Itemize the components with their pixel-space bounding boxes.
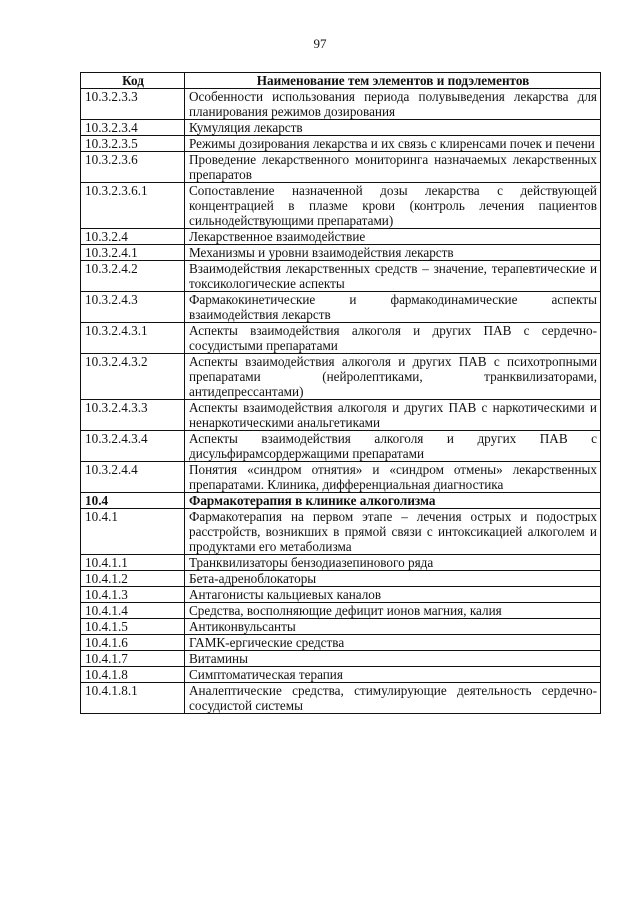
row-code: 10.3.2.4.3 [81,292,185,323]
table-row [81,292,601,323]
row-name: Антиконвульсанты [185,619,601,635]
table-row [81,245,601,261]
table-row [81,431,601,462]
row-code: 10.4.1.8.1 [81,683,185,714]
row-code: 10.3.2.4 [81,229,185,245]
table-row [81,493,601,509]
table-row [81,152,601,183]
row-code: 10.4.1.5 [81,619,185,635]
table-row [81,619,601,635]
row-code: 10.3.2.4.3.3 [81,400,185,431]
row-code: 10.3.2.4.4 [81,462,185,493]
table-body [81,89,601,714]
table-row [81,136,601,152]
row-code: 10.4.1.2 [81,571,185,587]
page-number: 97 [313,36,327,51]
row-code: 10.4.1.6 [81,635,185,651]
row-name: Симптоматическая терапия [185,667,601,683]
table-row [81,229,601,245]
row-name: Аспекты взаимодействия алкоголя и других ПАВ с дисульфирамсордержащими препаратами [185,431,601,462]
table-row [81,354,601,400]
row-code: 10.3.2.4.2 [81,261,185,292]
table-row [81,571,601,587]
row-code: 10.4.1.1 [81,555,185,571]
row-name: Аналептические средства, стимулирующие деятельность сердечно-сосудистой системы [185,683,601,714]
table-row [81,555,601,571]
row-name: ГАМК-ергические средства [185,635,601,651]
row-name: Взаимодействия лекарственных средств – значение, терапевтические и токсикологические аспекты [185,261,601,292]
row-code: 10.3.2.3.4 [81,120,185,136]
row-name: Средства, восполняющие дефицит ионов магния, калия [185,603,601,619]
row-name: Проведение лекарственного мониторинга назначаемых лекарственных препаратов [185,152,601,183]
row-code: 10.4.1.7 [81,651,185,667]
row-code: 10.4 [81,493,185,509]
table-row [81,683,601,714]
table-row [81,603,601,619]
row-code: 10.3.2.3.6.1 [81,183,185,229]
curriculum-table [80,72,601,714]
row-code: 10.3.2.3.6 [81,152,185,183]
row-name: Особенности использования периода полувыведения лекарства для планирования режимов дозирования [185,89,601,120]
row-name: Аспекты взаимодействия алкоголя и других ПАВ с наркотическими и ненаркотическими анальгетиками [185,400,601,431]
column-header-code: Код [81,73,185,89]
row-code: 10.4.1 [81,509,185,555]
row-name: Аспекты взаимодействия алкоголя и других ПАВ с сердечно-сосудистыми препаратами [185,323,601,354]
table-row [81,400,601,431]
table-row [81,651,601,667]
table-row [81,323,601,354]
row-name: Кумуляция лекарств [185,120,601,136]
row-name: Лекарственное взаимодействие [185,229,601,245]
row-code: 10.3.2.4.3.2 [81,354,185,400]
row-name: Сопоставление назначенной дозы лекарства с действующей концентрацией в плазме крови (контроль лечения пациентов сильнодействующими препаратами) [185,183,601,229]
row-name: Режимы дозирования лекарства и их связь с клиренсами почек и печени [185,136,601,152]
row-code: 10.4.1.8 [81,667,185,683]
row-name: Бета-адреноблокаторы [185,571,601,587]
table-row [81,261,601,292]
table-row [81,462,601,493]
table-row [81,183,601,229]
table-row [81,120,601,136]
row-code: 10.4.1.4 [81,603,185,619]
row-code: 10.3.2.4.1 [81,245,185,261]
row-code: 10.3.2.4.3.1 [81,323,185,354]
row-code: 10.4.1.3 [81,587,185,603]
row-code: 10.3.2.4.3.4 [81,431,185,462]
column-header-name: Наименование тем элементов и подэлементов [185,73,601,89]
table-row [81,509,601,555]
row-name: Понятия «синдром отнятия» и «синдром отмены» лекарственных препаратами. Клиника, дифференциальная диагностика [185,462,601,493]
row-name: Фармакокинетические и фармакодинамические аспекты взаимодействия лекарств [185,292,601,323]
row-name: Витамины [185,651,601,667]
row-name: Фармакотерапия в клинике алкоголизма [185,493,601,509]
table-row [81,635,601,651]
row-name: Антагонисты кальциевых каналов [185,587,601,603]
row-name: Фармакотерапия на первом этапе – лечения острых и подострых расстройств, возникших в прямой связи с интоксикацией алкоголем и продуктами его метаболизма [185,509,601,555]
row-code: 10.3.2.3.5 [81,136,185,152]
row-name: Аспекты взаимодействия алкоголя и других ПАВ с психотропными препаратами (нейролептиками, транквилизаторами, антидепрессантами) [185,354,601,400]
row-name: Механизмы и уровни взаимодействия лекарств [185,245,601,261]
row-code: 10.3.2.3.3 [81,89,185,120]
table-row [81,667,601,683]
table-row [81,89,601,120]
table-header-row [81,73,601,89]
row-name: Транквилизаторы бензодиазепинового ряда [185,555,601,571]
table-row [81,587,601,603]
